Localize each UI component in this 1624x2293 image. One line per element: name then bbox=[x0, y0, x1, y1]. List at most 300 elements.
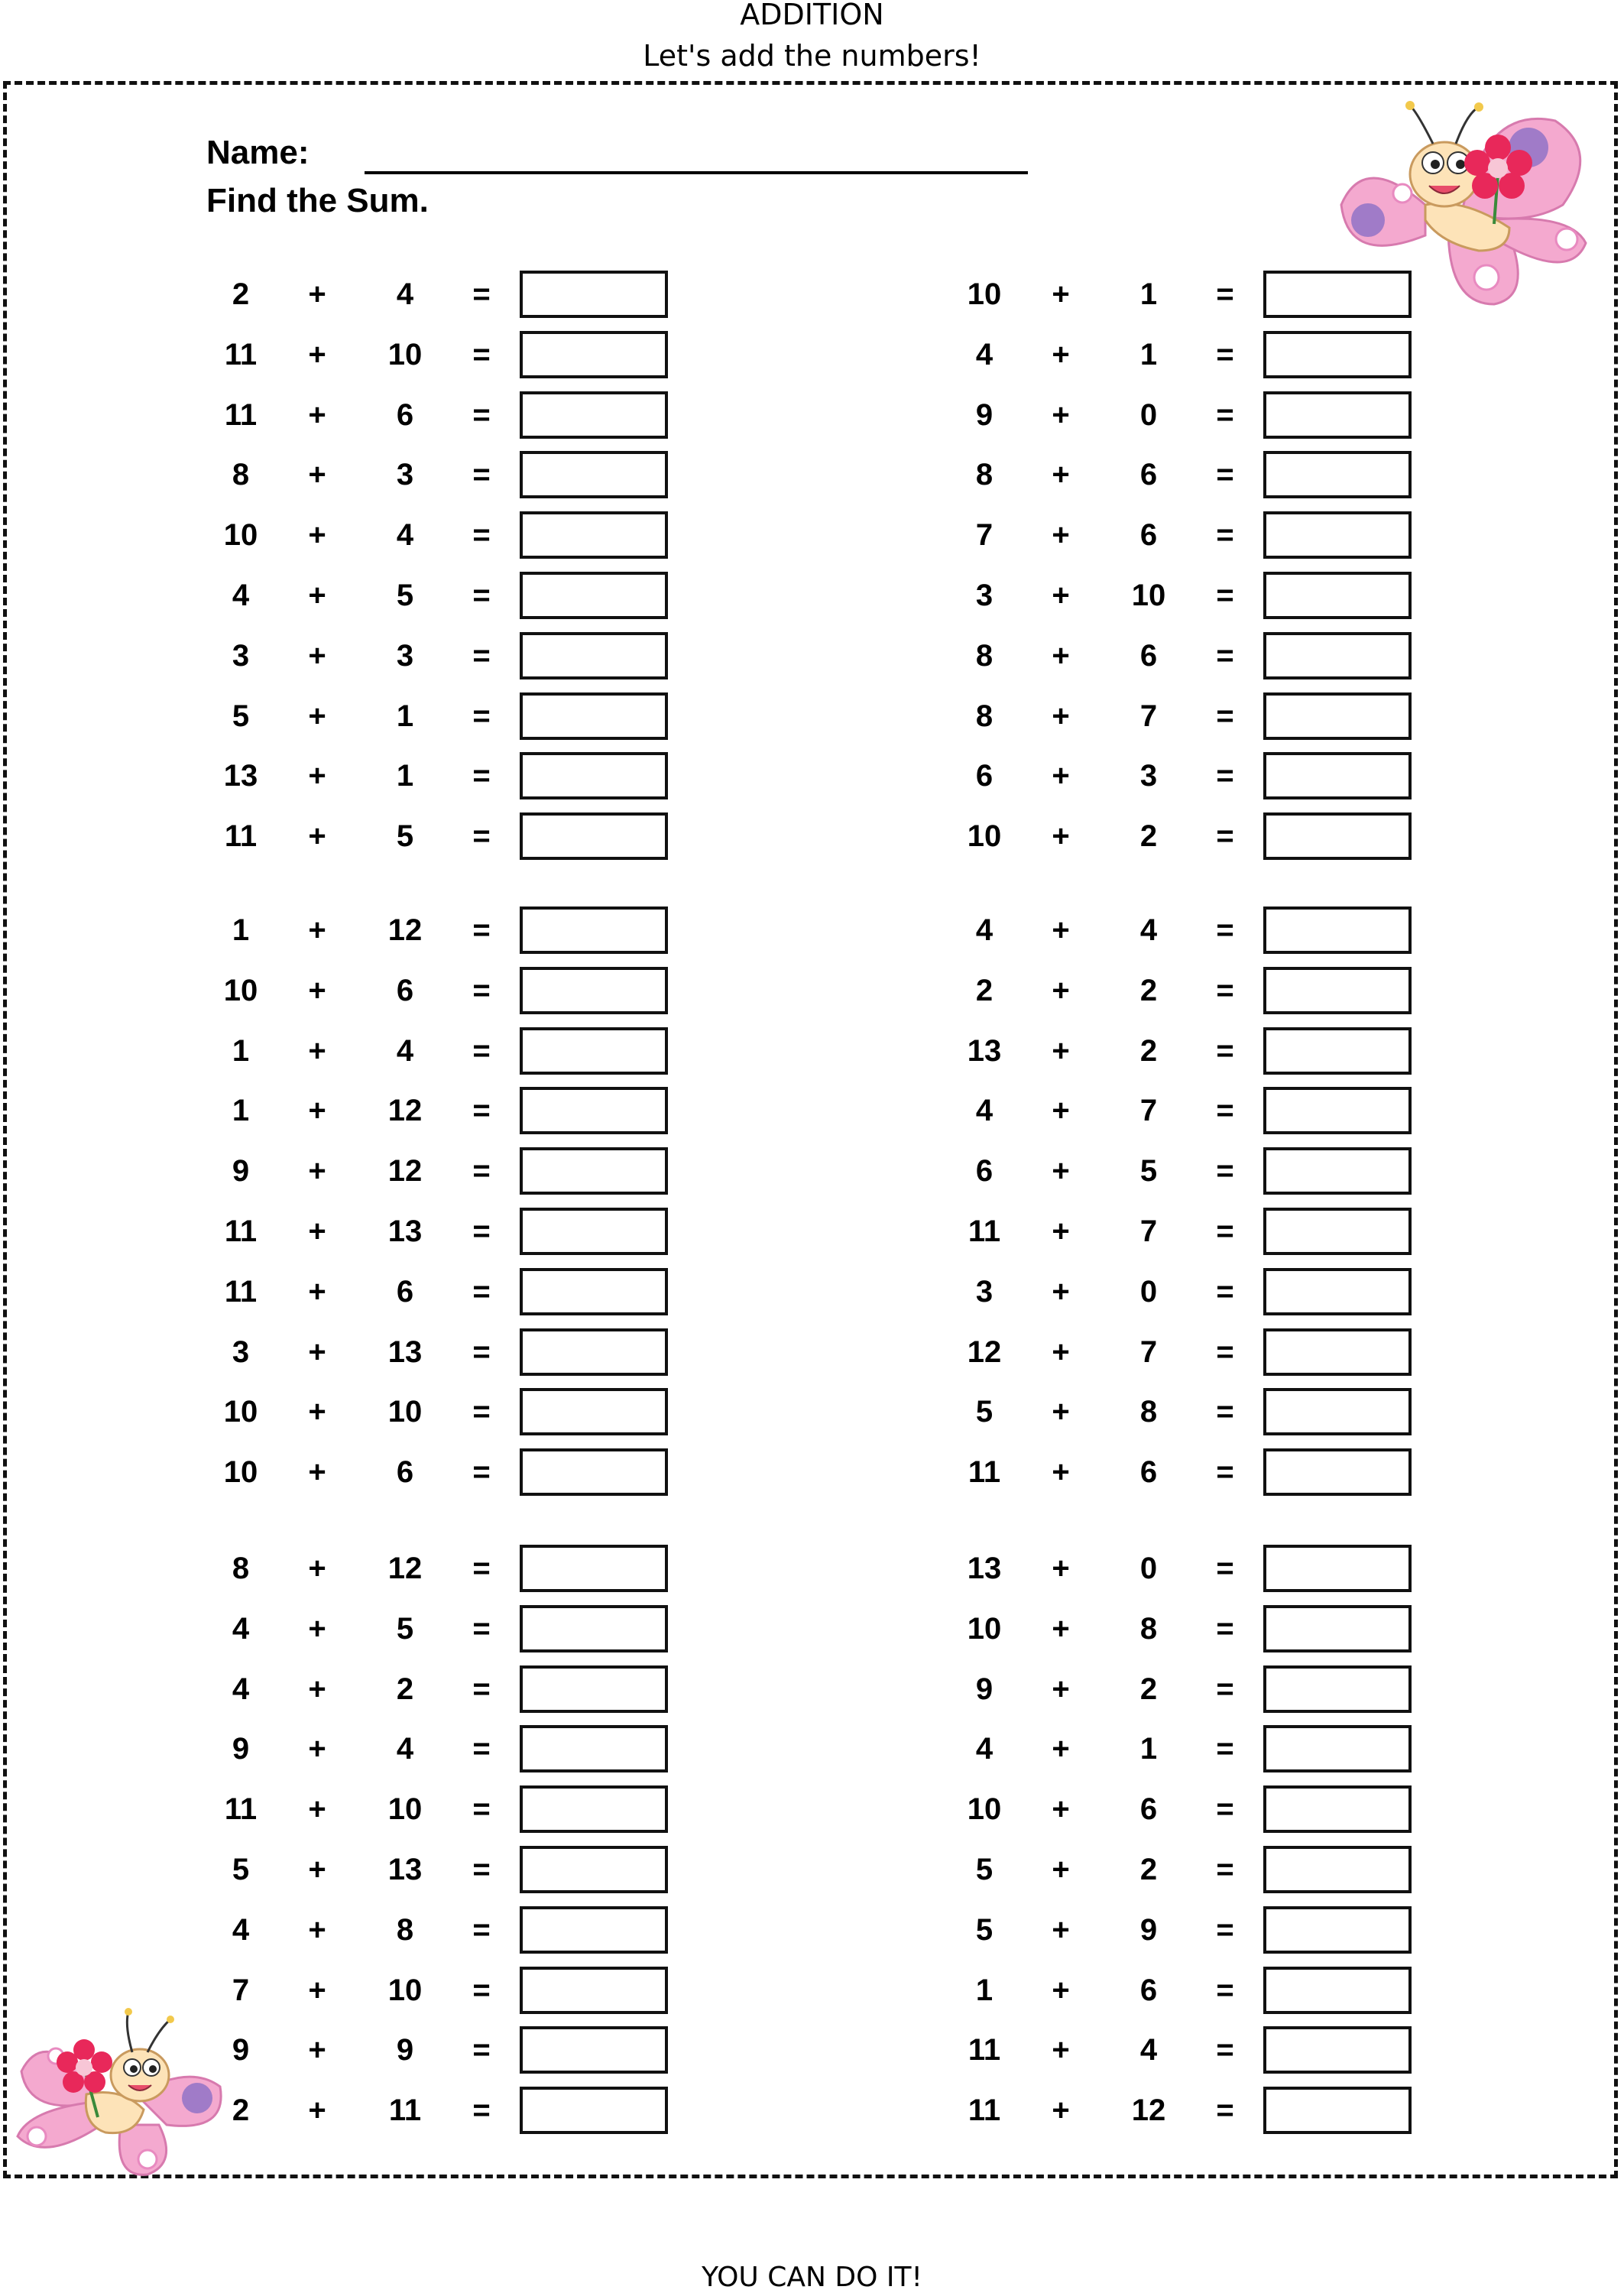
addend-second: 6 bbox=[1139, 1792, 1158, 1826]
addend-second: 1 bbox=[1139, 277, 1158, 311]
answer-box[interactable] bbox=[1263, 331, 1412, 378]
equals-sign: = bbox=[472, 1395, 491, 1429]
answer-box[interactable] bbox=[1263, 451, 1412, 498]
addend-first: 10 bbox=[223, 1455, 258, 1489]
equals-sign: = bbox=[472, 1672, 491, 1706]
addend-first: 8 bbox=[232, 1552, 250, 1585]
answer-box[interactable] bbox=[1263, 1967, 1412, 2014]
answer-box[interactable] bbox=[520, 1906, 668, 1954]
addend-first: 10 bbox=[967, 1612, 1002, 1646]
plus-sign: + bbox=[1052, 1552, 1070, 1585]
addend-second: 8 bbox=[1139, 1612, 1158, 1646]
addend-second: 12 bbox=[387, 1094, 423, 1127]
plus-sign: + bbox=[1052, 1275, 1070, 1309]
addend-second: 5 bbox=[1139, 1154, 1158, 1188]
equals-sign: = bbox=[1216, 1154, 1234, 1188]
plus-sign: + bbox=[1052, 1672, 1070, 1706]
plus-sign: + bbox=[1052, 1732, 1070, 1766]
answer-box[interactable] bbox=[520, 1328, 668, 1376]
addend-first: 8 bbox=[975, 458, 994, 491]
addend-second: 2 bbox=[1139, 974, 1158, 1007]
plus-sign: + bbox=[1052, 1913, 1070, 1947]
addend-first: 5 bbox=[232, 1853, 250, 1886]
equals-sign: = bbox=[1216, 2033, 1234, 2067]
addend-first: 10 bbox=[967, 277, 1002, 311]
addend-second: 6 bbox=[396, 398, 414, 432]
addend-first: 1 bbox=[975, 1974, 994, 2007]
addend-first: 8 bbox=[975, 699, 994, 733]
answer-box[interactable] bbox=[520, 1268, 668, 1315]
plus-sign: + bbox=[1052, 1612, 1070, 1646]
addend-first: 4 bbox=[975, 338, 994, 371]
answer-box[interactable] bbox=[520, 572, 668, 619]
addend-second: 10 bbox=[1131, 579, 1166, 612]
name-label: Name: bbox=[206, 134, 310, 171]
addend-first: 7 bbox=[975, 518, 994, 552]
equals-sign: = bbox=[472, 1275, 491, 1309]
plus-sign: + bbox=[308, 1732, 326, 1766]
equals-sign: = bbox=[472, 699, 491, 733]
addend-first: 9 bbox=[975, 398, 994, 432]
plus-sign: + bbox=[308, 1913, 326, 1947]
plus-sign: + bbox=[308, 1034, 326, 1068]
butterfly-bottom-left-icon bbox=[14, 2003, 232, 2182]
plus-sign: + bbox=[308, 1672, 326, 1706]
plus-sign: + bbox=[308, 759, 326, 793]
addend-first: 5 bbox=[975, 1913, 994, 1947]
addend-second: 3 bbox=[1139, 759, 1158, 793]
plus-sign: + bbox=[1052, 1974, 1070, 2007]
answer-box[interactable] bbox=[520, 967, 668, 1014]
addend-second: 13 bbox=[387, 1335, 423, 1369]
plus-sign: + bbox=[1052, 1094, 1070, 1127]
plus-sign: + bbox=[308, 974, 326, 1007]
equals-sign: = bbox=[1216, 1275, 1234, 1309]
addend-second: 10 bbox=[387, 338, 423, 371]
plus-sign: + bbox=[308, 398, 326, 432]
answer-box[interactable] bbox=[520, 1605, 668, 1652]
addend-first: 1 bbox=[232, 1034, 250, 1068]
equals-sign: = bbox=[1216, 518, 1234, 552]
addend-second: 3 bbox=[396, 458, 414, 491]
answer-box[interactable] bbox=[520, 271, 668, 318]
equals-sign: = bbox=[1216, 1455, 1234, 1489]
addend-second: 7 bbox=[1139, 1215, 1158, 1248]
addend-first: 1 bbox=[232, 913, 250, 947]
plus-sign: + bbox=[1052, 699, 1070, 733]
equals-sign: = bbox=[1216, 1974, 1234, 2007]
addend-first: 11 bbox=[224, 1215, 258, 1248]
addend-first: 5 bbox=[975, 1853, 994, 1886]
addend-second: 8 bbox=[1139, 1395, 1158, 1429]
answer-box[interactable] bbox=[1263, 812, 1412, 860]
equals-sign: = bbox=[472, 1732, 491, 1766]
plus-sign: + bbox=[308, 1853, 326, 1886]
equals-sign: = bbox=[1216, 1612, 1234, 1646]
addend-second: 4 bbox=[1139, 2033, 1158, 2067]
addend-second: 0 bbox=[1139, 1275, 1158, 1309]
equals-sign: = bbox=[472, 338, 491, 371]
plus-sign: + bbox=[308, 1974, 326, 2007]
addend-first: 9 bbox=[232, 1732, 250, 1766]
plus-sign: + bbox=[1052, 2033, 1070, 2067]
addend-first: 3 bbox=[232, 639, 250, 673]
addend-second: 6 bbox=[1139, 458, 1158, 491]
answer-box[interactable] bbox=[520, 1087, 668, 1134]
answer-box[interactable] bbox=[1263, 1725, 1412, 1772]
equals-sign: = bbox=[1216, 699, 1234, 733]
plus-sign: + bbox=[1052, 1853, 1070, 1886]
equals-sign: = bbox=[472, 398, 491, 432]
equals-sign: = bbox=[1216, 458, 1234, 491]
equals-sign: = bbox=[472, 759, 491, 793]
plus-sign: + bbox=[1052, 639, 1070, 673]
equals-sign: = bbox=[472, 1792, 491, 1826]
addend-first: 11 bbox=[224, 1275, 258, 1309]
addend-first: 11 bbox=[968, 1215, 1001, 1248]
equals-sign: = bbox=[1216, 913, 1234, 947]
equals-sign: = bbox=[1216, 398, 1234, 432]
addend-first: 10 bbox=[967, 819, 1002, 853]
addend-second: 9 bbox=[396, 2033, 414, 2067]
plus-sign: + bbox=[308, 1455, 326, 1489]
addend-first: 8 bbox=[232, 458, 250, 491]
worksheet-subtitle: Let's add the numbers! bbox=[643, 39, 981, 73]
equals-sign: = bbox=[1216, 819, 1234, 853]
answer-box[interactable] bbox=[520, 1967, 668, 2014]
answer-box[interactable] bbox=[1263, 692, 1412, 740]
addend-first: 5 bbox=[232, 699, 250, 733]
equals-sign: = bbox=[472, 1913, 491, 1947]
addend-second: 6 bbox=[1139, 518, 1158, 552]
addend-first: 11 bbox=[968, 1455, 1001, 1489]
equals-sign: = bbox=[472, 579, 491, 612]
addend-second: 5 bbox=[396, 819, 414, 853]
answer-box[interactable] bbox=[520, 1208, 668, 1255]
encouragement-footer: YOU CAN DO IT! bbox=[702, 2262, 922, 2293]
answer-box[interactable] bbox=[520, 1665, 668, 1713]
addend-second: 1 bbox=[1139, 338, 1158, 371]
answer-box[interactable] bbox=[1263, 1208, 1412, 1255]
equals-sign: = bbox=[1216, 338, 1234, 371]
addend-first: 1 bbox=[232, 1094, 250, 1127]
equals-sign: = bbox=[1216, 1853, 1234, 1886]
equals-sign: = bbox=[1216, 1215, 1234, 1248]
answer-box[interactable] bbox=[1263, 1545, 1412, 1592]
answer-box[interactable] bbox=[1263, 967, 1412, 1014]
answer-box[interactable] bbox=[520, 752, 668, 799]
plus-sign: + bbox=[308, 639, 326, 673]
addend-first: 9 bbox=[232, 2033, 250, 2067]
plus-sign: + bbox=[1052, 518, 1070, 552]
plus-sign: + bbox=[1052, 1395, 1070, 1429]
plus-sign: + bbox=[308, 913, 326, 947]
plus-sign: + bbox=[308, 1552, 326, 1585]
addend-second: 1 bbox=[396, 699, 414, 733]
answer-box[interactable] bbox=[1263, 2087, 1412, 2134]
addend-second: 12 bbox=[387, 1154, 423, 1188]
equals-sign: = bbox=[472, 819, 491, 853]
plus-sign: + bbox=[1052, 338, 1070, 371]
equals-sign: = bbox=[472, 1974, 491, 2007]
equals-sign: = bbox=[1216, 1792, 1234, 1826]
addend-first: 13 bbox=[223, 759, 258, 793]
addend-second: 10 bbox=[387, 1395, 423, 1429]
addend-first: 13 bbox=[967, 1034, 1002, 1068]
answer-box[interactable] bbox=[1263, 2026, 1412, 2074]
addend-second: 13 bbox=[387, 1215, 423, 1248]
answer-box[interactable] bbox=[1263, 271, 1412, 318]
addend-first: 2 bbox=[232, 2094, 250, 2127]
plus-sign: + bbox=[1052, 759, 1070, 793]
addend-first: 10 bbox=[223, 518, 258, 552]
addend-second: 7 bbox=[1139, 1094, 1158, 1127]
addend-second: 12 bbox=[387, 1552, 423, 1585]
plus-sign: + bbox=[308, 579, 326, 612]
addend-first: 3 bbox=[975, 1275, 994, 1309]
addend-second: 6 bbox=[396, 974, 414, 1007]
addend-second: 5 bbox=[396, 1612, 414, 1646]
addend-first: 10 bbox=[967, 1792, 1002, 1826]
addend-second: 9 bbox=[1139, 1913, 1158, 1947]
addend-first: 4 bbox=[232, 1672, 250, 1706]
answer-box[interactable] bbox=[520, 1448, 668, 1496]
answer-box[interactable] bbox=[1263, 632, 1412, 679]
addend-first: 8 bbox=[975, 639, 994, 673]
answer-box[interactable] bbox=[1263, 1388, 1412, 1435]
answer-box[interactable] bbox=[520, 1785, 668, 1833]
addend-second: 7 bbox=[1139, 699, 1158, 733]
plus-sign: + bbox=[308, 338, 326, 371]
plus-sign: + bbox=[308, 2094, 326, 2127]
equals-sign: = bbox=[472, 2094, 491, 2127]
answer-box[interactable] bbox=[520, 2087, 668, 2134]
answer-box[interactable] bbox=[1263, 1027, 1412, 1075]
answer-box[interactable] bbox=[520, 451, 668, 498]
answer-box[interactable] bbox=[520, 1027, 668, 1075]
equals-sign: = bbox=[1216, 579, 1234, 612]
addend-first: 4 bbox=[232, 1612, 250, 1646]
equals-sign: = bbox=[1216, 759, 1234, 793]
addend-second: 7 bbox=[1139, 1335, 1158, 1369]
plus-sign: + bbox=[1052, 819, 1070, 853]
answer-box[interactable] bbox=[520, 1846, 668, 1893]
plus-sign: + bbox=[1052, 974, 1070, 1007]
plus-sign: + bbox=[1052, 913, 1070, 947]
addend-second: 2 bbox=[1139, 1672, 1158, 1706]
answer-box[interactable] bbox=[520, 1147, 668, 1195]
equals-sign: = bbox=[1216, 1552, 1234, 1585]
equals-sign: = bbox=[472, 913, 491, 947]
equals-sign: = bbox=[472, 639, 491, 673]
addend-first: 11 bbox=[224, 1792, 258, 1826]
addend-first: 11 bbox=[224, 338, 258, 371]
equals-sign: = bbox=[1216, 1395, 1234, 1429]
plus-sign: + bbox=[308, 1275, 326, 1309]
addend-second: 13 bbox=[387, 1853, 423, 1886]
addend-first: 10 bbox=[223, 1395, 258, 1429]
addend-second: 4 bbox=[396, 1732, 414, 1766]
equals-sign: = bbox=[1216, 2094, 1234, 2127]
plus-sign: + bbox=[308, 458, 326, 491]
name-input-line[interactable] bbox=[365, 171, 1028, 174]
addend-second: 11 bbox=[388, 2094, 422, 2127]
answer-box[interactable] bbox=[1263, 1906, 1412, 1954]
addend-second: 6 bbox=[1139, 639, 1158, 673]
plus-sign: + bbox=[308, 1792, 326, 1826]
addend-second: 8 bbox=[396, 1913, 414, 1947]
plus-sign: + bbox=[1052, 1335, 1070, 1369]
equals-sign: = bbox=[1216, 1335, 1234, 1369]
addend-first: 3 bbox=[975, 579, 994, 612]
answer-box[interactable] bbox=[520, 906, 668, 954]
equals-sign: = bbox=[472, 1215, 491, 1248]
addend-second: 6 bbox=[1139, 1455, 1158, 1489]
addend-first: 2 bbox=[975, 974, 994, 1007]
addend-second: 10 bbox=[387, 1974, 423, 2007]
plus-sign: + bbox=[1052, 1034, 1070, 1068]
addend-second: 3 bbox=[396, 639, 414, 673]
plus-sign: + bbox=[308, 699, 326, 733]
plus-sign: + bbox=[1052, 1215, 1070, 1248]
addend-second: 2 bbox=[1139, 1034, 1158, 1068]
plus-sign: + bbox=[1052, 1154, 1070, 1188]
plus-sign: + bbox=[1052, 2094, 1070, 2127]
addend-first: 2 bbox=[232, 277, 250, 311]
addend-second: 1 bbox=[1139, 1732, 1158, 1766]
answer-box[interactable] bbox=[520, 391, 668, 439]
instruction-label: Find the Sum. bbox=[206, 182, 429, 219]
plus-sign: + bbox=[308, 277, 326, 311]
answer-box[interactable] bbox=[1263, 752, 1412, 799]
answer-box[interactable] bbox=[520, 511, 668, 559]
answer-box[interactable] bbox=[1263, 511, 1412, 559]
addend-first: 11 bbox=[224, 398, 258, 432]
addend-first: 12 bbox=[967, 1335, 1002, 1369]
equals-sign: = bbox=[1216, 1094, 1234, 1127]
addend-second: 6 bbox=[1139, 1974, 1158, 2007]
addend-second: 4 bbox=[396, 277, 414, 311]
addend-first: 5 bbox=[975, 1395, 994, 1429]
addend-second: 12 bbox=[387, 913, 423, 947]
answer-box[interactable] bbox=[520, 812, 668, 860]
answer-box[interactable] bbox=[1263, 1785, 1412, 1833]
addend-first: 6 bbox=[975, 1154, 994, 1188]
addend-first: 9 bbox=[975, 1672, 994, 1706]
addend-second: 1 bbox=[396, 759, 414, 793]
answer-box[interactable] bbox=[520, 692, 668, 740]
answer-box[interactable] bbox=[520, 331, 668, 378]
answer-box[interactable] bbox=[520, 1545, 668, 1592]
plus-sign: + bbox=[308, 819, 326, 853]
addend-first: 7 bbox=[232, 1974, 250, 2007]
equals-sign: = bbox=[1216, 1672, 1234, 1706]
addend-second: 6 bbox=[396, 1275, 414, 1309]
equals-sign: = bbox=[472, 458, 491, 491]
worksheet-title: ADDITION bbox=[740, 0, 884, 31]
plus-sign: + bbox=[1052, 398, 1070, 432]
answer-box[interactable] bbox=[1263, 391, 1412, 439]
plus-sign: + bbox=[1052, 1455, 1070, 1489]
plus-sign: + bbox=[308, 1335, 326, 1369]
answer-box[interactable] bbox=[1263, 906, 1412, 954]
addend-second: 0 bbox=[1139, 398, 1158, 432]
addend-second: 4 bbox=[396, 1034, 414, 1068]
answer-box[interactable] bbox=[1263, 1605, 1412, 1652]
plus-sign: + bbox=[308, 1215, 326, 1248]
addend-second: 2 bbox=[1139, 1853, 1158, 1886]
equals-sign: = bbox=[472, 1335, 491, 1369]
addend-first: 10 bbox=[223, 974, 258, 1007]
addend-first: 4 bbox=[232, 579, 250, 612]
addend-first: 6 bbox=[975, 759, 994, 793]
equals-sign: = bbox=[1216, 1913, 1234, 1947]
equals-sign: = bbox=[472, 1154, 491, 1188]
equals-sign: = bbox=[472, 1455, 491, 1489]
plus-sign: + bbox=[308, 518, 326, 552]
addend-first: 9 bbox=[232, 1154, 250, 1188]
addend-first: 4 bbox=[232, 1913, 250, 1947]
addend-second: 10 bbox=[387, 1792, 423, 1826]
answer-box[interactable] bbox=[520, 1388, 668, 1435]
plus-sign: + bbox=[308, 1154, 326, 1188]
addend-first: 13 bbox=[967, 1552, 1002, 1585]
addend-first: 11 bbox=[224, 819, 258, 853]
equals-sign: = bbox=[472, 974, 491, 1007]
addend-first: 4 bbox=[975, 1732, 994, 1766]
addend-second: 2 bbox=[1139, 819, 1158, 853]
answer-box[interactable] bbox=[520, 2026, 668, 2074]
plus-sign: + bbox=[308, 1612, 326, 1646]
addend-second: 4 bbox=[1139, 913, 1158, 947]
equals-sign: = bbox=[1216, 1034, 1234, 1068]
equals-sign: = bbox=[472, 1034, 491, 1068]
answer-box[interactable] bbox=[1263, 572, 1412, 619]
addend-second: 12 bbox=[1131, 2094, 1166, 2127]
addend-first: 11 bbox=[968, 2033, 1001, 2067]
addend-second: 5 bbox=[396, 579, 414, 612]
answer-box[interactable] bbox=[1263, 1448, 1412, 1496]
equals-sign: = bbox=[472, 2033, 491, 2067]
plus-sign: + bbox=[308, 1395, 326, 1429]
answer-box[interactable] bbox=[1263, 1665, 1412, 1713]
equals-sign: = bbox=[472, 277, 491, 311]
equals-sign: = bbox=[1216, 639, 1234, 673]
addend-second: 2 bbox=[396, 1672, 414, 1706]
equals-sign: = bbox=[472, 1853, 491, 1886]
addend-first: 4 bbox=[975, 1094, 994, 1127]
addend-first: 11 bbox=[968, 2094, 1001, 2127]
answer-box[interactable] bbox=[1263, 1147, 1412, 1195]
plus-sign: + bbox=[1052, 277, 1070, 311]
equals-sign: = bbox=[472, 518, 491, 552]
addend-second: 0 bbox=[1139, 1552, 1158, 1585]
answer-box[interactable] bbox=[520, 1725, 668, 1772]
answer-box[interactable] bbox=[1263, 1328, 1412, 1376]
addend-first: 3 bbox=[232, 1335, 250, 1369]
equals-sign: = bbox=[472, 1552, 491, 1585]
addend-first: 4 bbox=[975, 913, 994, 947]
equals-sign: = bbox=[1216, 277, 1234, 311]
equals-sign: = bbox=[472, 1094, 491, 1127]
answer-box[interactable] bbox=[1263, 1846, 1412, 1893]
equals-sign: = bbox=[472, 1612, 491, 1646]
addend-second: 6 bbox=[396, 1455, 414, 1489]
answer-box[interactable] bbox=[1263, 1087, 1412, 1134]
plus-sign: + bbox=[1052, 1792, 1070, 1826]
answer-box[interactable] bbox=[520, 632, 668, 679]
answer-box[interactable] bbox=[1263, 1268, 1412, 1315]
